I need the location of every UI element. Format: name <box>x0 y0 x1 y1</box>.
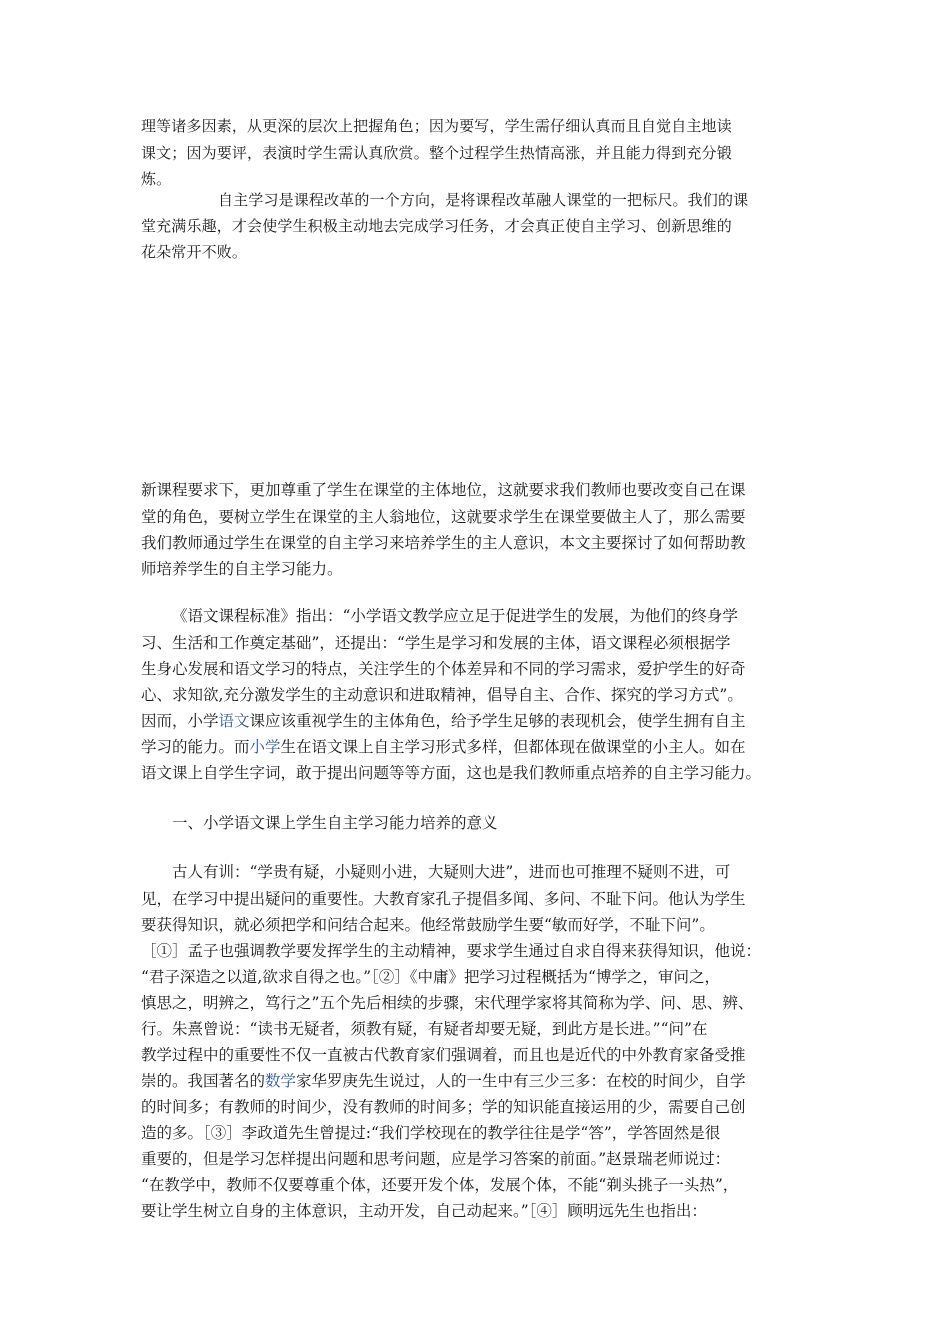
intro-line <box>141 711 746 731</box>
link-yuwen[interactable]: 语文 <box>218 712 250 730</box>
section-line: 古人有训：“学贵有疑，小疑则小进，大疑则大进”，进而也可推理不疑则不进，可 <box>172 863 731 881</box>
section-line: “君子深造之以道,欲求自得之也。”［②］《中庸》把学习过程概括为“博学之，审问之， <box>141 968 720 986</box>
section-text: 家华罗庚先生说过，人的一生中有三少三多：在校的时间少，自学 <box>296 1072 746 1090</box>
section-line: “在教学中，教师不仅要尊重个体，还要开发个体，发展个体，不能“剃头挑子一头热”， <box>141 1176 739 1194</box>
abstract-line: 堂的角色，要树立学生在课堂的主人翁地位，这就要求学生在课堂要做主人了，那么需要 <box>141 508 746 526</box>
intro-text: 学习的能力。而 <box>141 738 250 756</box>
section-heading: 一、小学语文课上学生自主学习能力培养的意义 <box>172 814 498 832</box>
section-line: 教学过程中的重要性不仅一直被古代教育家们强调着，而且也是近代的中外教育家备受推 <box>141 1046 746 1064</box>
section-line: 行。朱熹曾说：“读书无疑者，须教有疑，有疑者却要无疑，到此方是长进。”“问”在 <box>141 1020 708 1038</box>
paragraph-line: 自主学习是课程改革的一个方向，是将课程改革融人课堂的一把标尺。我们的课 <box>218 191 749 209</box>
section-line: 要获得知识，就必须把学和问结合起来。他经常鼓励学生要“敏而好学，不耻下问”。 <box>141 916 715 934</box>
section-line <box>141 1071 746 1091</box>
intro-text: 因而，小学 <box>141 712 219 730</box>
section-text: 崇的。 <box>141 1072 188 1090</box>
link-shuxue[interactable]: 数学 <box>265 1072 297 1090</box>
section-line: 的时间多；有教师的时间少，没有教师的时间多；学的知识能直接运用的少，需要自己创 <box>141 1098 746 1116</box>
section-text: 我国著名的 <box>187 1072 266 1090</box>
intro-text: 生在语文课上自主学习形式多样，但都体现在做课堂的小主人。如在 <box>280 738 746 756</box>
paragraph-line: 花朵常开不败。 <box>141 243 248 261</box>
section-line: 见，在学习中提出疑问的重要性。大教育家孔子提倡多闻、多问、不耻下问。他认为学生 <box>141 890 746 908</box>
intro-line: 《语文课程标准》指出：“小学语文教学应立足于促进学生的发展，为他们的终身学 <box>172 607 738 625</box>
intro-text: 课应该重视学生的主体角色，给予学生足够的表现机会，使学生拥有自主 <box>249 712 746 730</box>
intro-line: 心、求知欲,充分激发学生的主动意识和进取精神，倡导自主、合作、探究的学习方式”。 <box>141 686 743 704</box>
abstract-line: 我们教师通过学生在课堂的自主学习来培养学生的主人意识，本文主要探讨了如何帮助教 <box>141 534 746 552</box>
abstract-line: 师培养学生的自主学习能力。 <box>141 560 343 578</box>
paragraph-line: 课文；因为要评，表演时学生需认真欣赏。整个过程学生热情高涨，并且能力得到充分锻 <box>141 144 732 162</box>
intro-line: 语文课上自学生字词，敢于提出问题等等方面，这也是我们教师重点培养的自主学习能力。 <box>141 764 762 782</box>
intro-line: 习、生活和工作奠定基础”，还提出：“学生是学习和发展的主体，语文课程必须根据学 <box>141 634 731 652</box>
section-line: ［①］孟子也强调教学要发挥学生的主动精神，要求学生通过自求自得来获得知识，他说： <box>141 942 762 960</box>
paragraph-line: 炼。 <box>141 170 172 188</box>
link-xiaoxue[interactable]: 小学 <box>249 738 281 756</box>
intro-line <box>141 737 746 757</box>
paragraph-line: 堂充满乐趣，才会使学生积极主动地去完成学习任务，才会真正使自主学习、创新思维的 <box>141 217 732 235</box>
section-line: 造的多。［③］李政道先生曾提过:“我们学校现在的教学往往是学“答”，学答固然是很 <box>141 1124 721 1142</box>
section-line: 慎思之，明辨之，笃行之”五个先后相续的步骤，宋代理学家将其简称为学、问、思、辨、 <box>141 994 754 1012</box>
section-line: 要让学生树立自身的主体意识，主动开发，自己动起来。”［④］顾明远先生也指出： <box>141 1202 707 1220</box>
abstract-line: 新课程要求下，更加尊重了学生在课堂的主体地位，这就要求我们教师也要改变自己在课 <box>141 481 746 499</box>
section-line: 重要的，但是学习怎样提出问题和思考问题，应是学习答案的前面。”赵景瑞老师说过： <box>141 1150 731 1168</box>
intro-line: 生身心发展和语文学习的特点，关注学生的个体差异和不同的学习需求，爱护学生的好奇 <box>141 660 746 678</box>
paragraph-line: 理等诸多因素，从更深的层次上把握角色；因为要写，学生需仔细认真而且自觉自主地读 <box>141 117 732 135</box>
